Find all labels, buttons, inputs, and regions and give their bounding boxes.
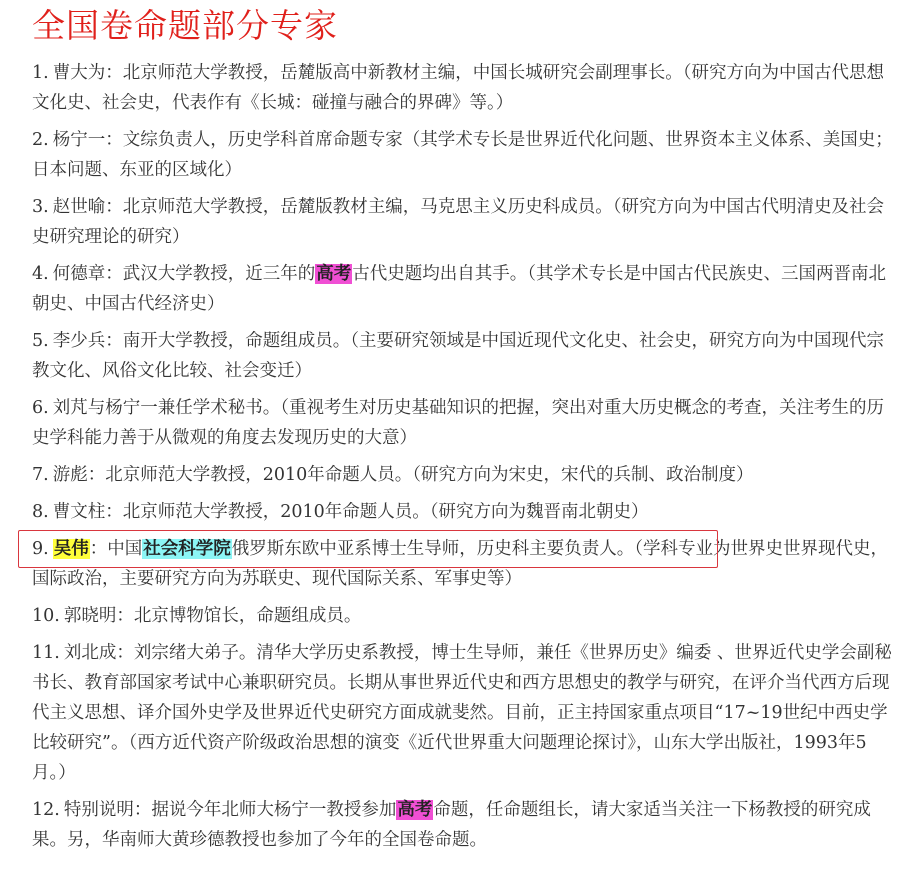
- expert-name: 何德章: [52, 264, 106, 284]
- item-number: 2.: [32, 130, 49, 150]
- list-item: [32, 393, 900, 453]
- item-text: ：北京师范大学教授，2010年命题人员。（研究方向为魏晋南北朝史）: [105, 502, 649, 522]
- list-item: [32, 58, 900, 118]
- item-text: （学科专业为世界史世界现代史，国际政治，主要研究方向为苏联史、现代国际关系、军事史等）: [32, 539, 888, 589]
- list-item: [32, 795, 900, 855]
- expert-name: 李少兵: [52, 331, 106, 351]
- item-number: 1.: [32, 63, 49, 83]
- expert-name: 杨宁一: [52, 130, 106, 150]
- list-item: [32, 125, 900, 185]
- expert-name: 郭晓明: [63, 606, 117, 626]
- highlighted-keyword: 高考: [316, 264, 352, 284]
- item-number: 7.: [32, 465, 49, 485]
- item-text: ：据说今年北师大杨宁一教授参加: [133, 800, 397, 820]
- list-item-highlighted: [32, 534, 900, 594]
- item-number: 8.: [32, 502, 49, 522]
- expert-name: 特别说明: [63, 800, 134, 820]
- list-item: [32, 192, 900, 252]
- item-number: 10.: [32, 606, 60, 626]
- expert-name: 曹文柱: [52, 502, 106, 522]
- item-number: 9.: [32, 539, 49, 559]
- item-number: 4.: [32, 264, 49, 284]
- item-text: ：中国: [89, 539, 143, 559]
- expert-name: 吴伟: [53, 539, 89, 559]
- item-text: ：北京师范大学教授，2010年命题人员。（研究方向为宋史，宋代的兵制、政治制度）: [87, 465, 754, 485]
- list-item: [32, 326, 900, 386]
- item-text: 命题，任命题组长，请大家适当关注一下杨教授的研究成果。另，华南师大黄珍德教授也参加了今年的全国卷命题。: [32, 800, 871, 850]
- item-text: 。（重视考生对历史基础知识的把握，突出对重大历史概念的考查，关注考生的历史学科能力善于从微观的角度去发现历史的大意）: [32, 398, 884, 448]
- list-item: [32, 497, 900, 527]
- highlighted-keyword: 社会科学院: [143, 539, 231, 559]
- expert-name: 刘芃与杨宁一兼任学术秘书: [52, 398, 263, 418]
- item-number: 12.: [32, 800, 60, 820]
- highlighted-keyword: 高考: [397, 800, 433, 820]
- list-item: [32, 601, 900, 631]
- expert-list: [32, 58, 900, 855]
- list-item: [32, 638, 900, 788]
- item-text: ：南开大学教授，命题组成员。（主要研究领域是中国近现代文化史、社会史，研究方向为中国现代宗教文化、风俗文化比较、社会变迁）: [32, 331, 884, 381]
- item-number: 3.: [32, 197, 49, 217]
- list-item: [32, 259, 900, 319]
- expert-name: 游彪: [52, 465, 88, 485]
- item-text: 俄罗斯东欧中亚系博士生导师，历史科主要负责人。: [231, 539, 635, 559]
- item-text: ：刘宗绪大弟子。清华大学历史系教授，博士生导师，兼任《世界历史》编委 、世界近代史学会副秘书长、教育部国家考试中心兼职研究员。长期从事世界近代史和西方思想史的教学与研究，在评介当代西方后现代主义思想、译介国外史学及世界近代史研究方面成就斐然。目前，正主持国家重点项目“17~19世纪中西史学比较研究”。（西方近代资产阶级政治思想的演变《近代世界重大问题理论探讨》，山东大学出版社，1993年5月。）: [32, 643, 892, 783]
- expert-name: 赵世喻: [52, 197, 106, 217]
- item-text: ：文综负责人，历史学科首席命题专家（其学术专长是世界近代化问题、世界资本主义体系、美国史；日本问题、东亚的区域化）: [32, 130, 893, 180]
- item-text: ：武汉大学教授，近三年的: [105, 264, 316, 284]
- item-text: ：北京师范大学教授，岳麓版高中新教材主编，中国长城研究会副理事长。（研究方向为中国古代思想文化史、社会史，代表作有《长城：碰撞与融合的界碑》等。）: [32, 63, 884, 113]
- list-item: [32, 460, 900, 490]
- item-number: 11.: [32, 643, 60, 663]
- page-title: 全国卷命题部分专家: [32, 6, 338, 45]
- expert-name: 曹大为: [52, 63, 106, 83]
- expert-name: 刘北成: [63, 643, 117, 663]
- item-text: ：北京师范大学教授，岳麓版教材主编，马克思主义历史科成员。（研究方向为中国古代明清史及社会史研究理论的研究）: [32, 197, 884, 247]
- item-text: 古代史题均出自其手。（其学术专长是中国古代民族史、三国两晋南北朝史、中国古代经济史）: [32, 264, 886, 314]
- item-text: ：北京博物馆长，命题组成员。: [116, 606, 362, 626]
- item-number: 6.: [32, 398, 49, 418]
- item-number: 5.: [32, 331, 49, 351]
